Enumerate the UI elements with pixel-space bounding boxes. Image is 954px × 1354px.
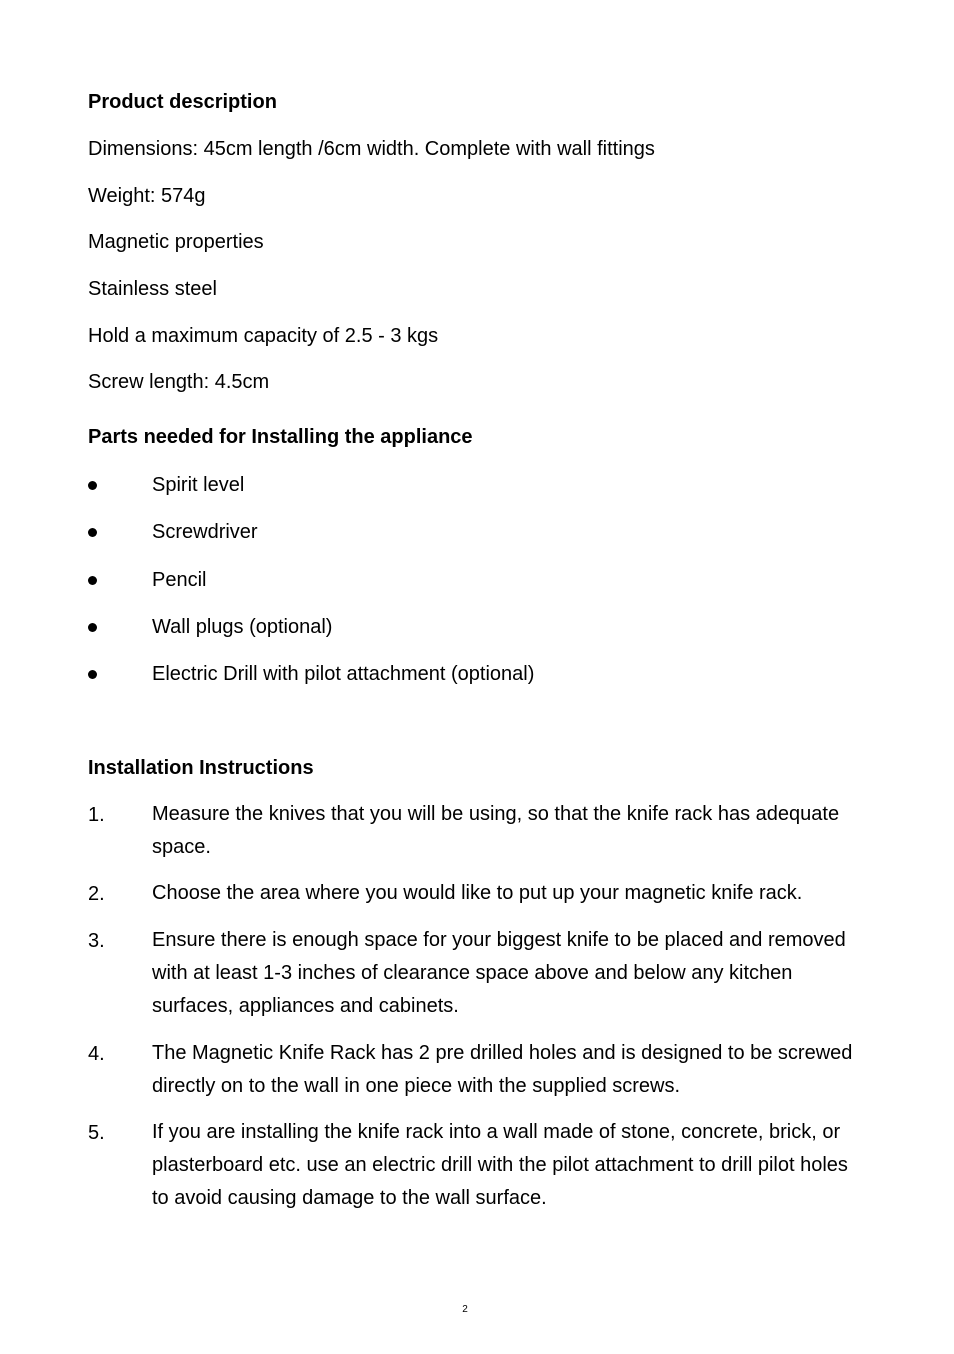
page-number: 2 xyxy=(462,1304,468,1315)
step-number: 1. xyxy=(88,804,105,826)
bullet-icon xyxy=(88,576,97,585)
product-line-weight: Weight: 574g xyxy=(88,185,206,207)
bullet-icon xyxy=(88,623,97,632)
step-text: If you are installing the knife rack into a wall made of stone, concrete, brick, or plasterboard etc. use an electric drill with the pilot attachment to drill pilot holes to avoid causing damage to the wall surface. xyxy=(152,1121,848,1209)
step-text: Choose the area where you would like to put up your magnetic knife rack. xyxy=(152,882,803,904)
product-line-magnetic: Magnetic properties xyxy=(88,231,264,253)
parts-item: Wall plugs (optional) xyxy=(152,616,333,638)
product-description-heading: Product description xyxy=(88,91,277,113)
step-number: 3. xyxy=(88,930,105,952)
step-text: Ensure there is enough space for your biggest knife to be placed and removed with at least 1-3 inches of clearance space above and below any kitchen surfaces, appliances and cabinets. xyxy=(152,929,846,1017)
product-line-dimensions: Dimensions: 45cm length /6cm width. Complete with wall fittings xyxy=(88,138,655,160)
parts-item: Pencil xyxy=(152,569,207,591)
parts-item: Screwdriver xyxy=(152,521,258,543)
bullet-icon xyxy=(88,481,97,490)
product-line-material: Stainless steel xyxy=(88,278,217,300)
step-number: 5. xyxy=(88,1122,105,1144)
product-line-capacity: Hold a maximum capacity of 2.5 - 3 kgs xyxy=(88,325,439,347)
bullet-icon xyxy=(88,670,97,679)
parts-item: Electric Drill with pilot attachment (optional) xyxy=(152,663,535,685)
step-text: The Magnetic Knife Rack has 2 pre drilled holes and is designed to be screwed directly on to the wall in one piece with the supplied screws. xyxy=(152,1042,853,1097)
step-number: 2. xyxy=(88,883,105,905)
parts-item: Spirit level xyxy=(152,474,245,496)
step-number: 4. xyxy=(88,1043,105,1065)
product-line-screw-length: Screw length: 4.5cm xyxy=(88,371,270,393)
parts-needed-heading: Parts needed for Installing the appliance xyxy=(88,426,473,448)
step-text: Measure the knives that you will be using, so that the knife rack has adequate space. xyxy=(152,803,840,858)
installation-instructions-heading: Installation Instructions xyxy=(88,757,314,779)
bullet-icon xyxy=(88,528,97,537)
